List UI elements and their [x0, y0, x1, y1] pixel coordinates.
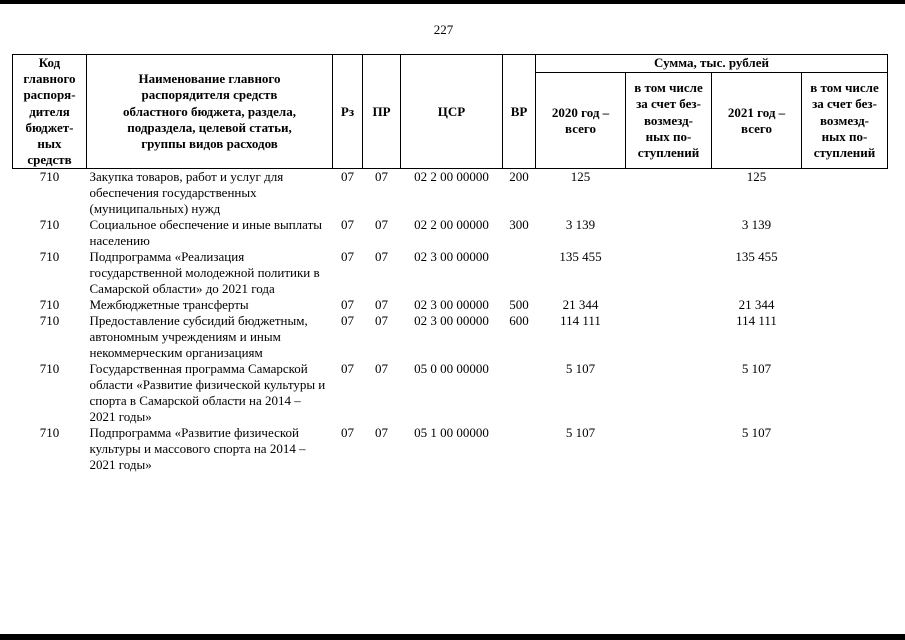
- budget-table: [12, 54, 888, 473]
- row-rz: 07: [341, 313, 354, 329]
- row-2021-total: 21 344: [738, 297, 775, 313]
- header-csr: ЦСР: [401, 55, 503, 169]
- row-vr: 600: [509, 313, 529, 329]
- row-vr: 300: [509, 217, 529, 233]
- row-code: 710: [39, 249, 60, 265]
- header-code: Код главного распоря-дителя бюджет-ных средств: [13, 55, 87, 169]
- row-2020-free: [626, 297, 712, 313]
- top-border: [0, 0, 905, 4]
- row-2020-total: 3 139: [565, 217, 596, 233]
- table-row: [13, 217, 888, 249]
- row-rz: 07: [341, 361, 354, 377]
- row-2021-free: [802, 249, 888, 297]
- header-sum: Сумма, тыс. рублей: [536, 55, 888, 73]
- row-2020-total: 125: [570, 169, 591, 185]
- row-2020-free: [626, 361, 712, 425]
- row-rz: 07: [341, 297, 354, 313]
- row-2020-total: 114 111: [560, 313, 601, 329]
- row-2021-free: [802, 169, 888, 218]
- header-pr: ПР: [363, 55, 401, 169]
- row-csr: 05 0 00 00000: [414, 361, 489, 377]
- row-2020-total: 21 344: [562, 297, 599, 313]
- row-2020-free: [626, 313, 712, 361]
- row-vr: [503, 361, 536, 425]
- header-2021-free: в том числе за счет без-возмезд-ных по-ступлений: [802, 73, 888, 169]
- row-code: 710: [39, 169, 60, 185]
- row-name: Социальное обеспечение и иные выплаты населению: [89, 217, 323, 249]
- row-2021-total: 125: [746, 169, 767, 185]
- row-code: 710: [39, 425, 60, 441]
- row-2020-total: 135 455: [559, 249, 602, 265]
- row-name: Закупка товаров, работ и услуг для обеспечения государственных (муниципальных) нужд: [89, 169, 284, 217]
- row-csr: 02 3 00 00000: [414, 297, 489, 313]
- row-csr: 02 3 00 00000: [414, 249, 489, 265]
- table-row: [13, 249, 888, 297]
- header-2021-total: 2021 год – всего: [712, 73, 802, 169]
- row-2020-total: 5 107: [565, 425, 596, 441]
- row-pr: 07: [375, 169, 388, 185]
- row-vr: 500: [509, 297, 529, 313]
- row-2021-free: [802, 217, 888, 249]
- row-code: 710: [39, 217, 60, 233]
- row-2020-free: [626, 217, 712, 249]
- row-pr: 07: [375, 249, 388, 265]
- row-name: Подпрограмма «Развитие физической культуры и массового спорта на 2014 – 2021 годы»: [89, 425, 306, 473]
- row-rz: 07: [341, 169, 354, 185]
- page-number: 227: [433, 22, 454, 37]
- table-row: [13, 361, 888, 425]
- row-csr: 02 2 00 00000: [414, 169, 489, 185]
- table-row: [13, 313, 888, 361]
- row-vr: [503, 249, 536, 297]
- row-2021-free: [802, 313, 888, 361]
- row-pr: 07: [375, 297, 388, 313]
- row-pr: 07: [375, 217, 388, 233]
- row-csr: 02 2 00 00000: [414, 217, 489, 233]
- row-2021-total: 5 107: [741, 425, 772, 441]
- header-vr: ВР: [503, 55, 536, 169]
- header-2020-free: в том числе за счет без-возмезд-ных по-ступлений: [626, 73, 712, 169]
- header-name: Наименование главного распорядителя средств областного бюджета, раздела, подраздела, целевой статьи, группы видов расходов: [87, 55, 333, 169]
- row-rz: 07: [341, 217, 354, 233]
- row-2021-free: [802, 361, 888, 425]
- row-2020-free: [626, 249, 712, 297]
- row-2020-free: [626, 169, 712, 218]
- row-name: Межбюджетные трансферты: [89, 297, 249, 313]
- row-code: 710: [39, 297, 60, 313]
- row-2021-total: 114 111: [736, 313, 777, 329]
- row-2021-total: 3 139: [741, 217, 772, 233]
- header-2020-total: 2020 год – всего: [536, 73, 626, 169]
- row-name: Предоставление субсидий бюджетным, автономным учреждениям и иным некоммерческим организациям: [89, 313, 308, 361]
- row-rz: 07: [341, 425, 354, 441]
- row-pr: 07: [375, 361, 388, 377]
- row-2020-total: 5 107: [565, 361, 596, 377]
- row-rz: 07: [341, 249, 354, 265]
- bottom-border: [0, 634, 905, 640]
- row-vr: 200: [509, 169, 529, 185]
- row-2020-free: [626, 425, 712, 473]
- row-name: Государственная программа Самарской области «Развитие физической культуры и спорта в Самарской области на 2014 – 2021 годы»: [89, 361, 326, 425]
- row-csr: 05 1 00 00000: [414, 425, 489, 441]
- row-csr: 02 3 00 00000: [414, 313, 489, 329]
- row-pr: 07: [375, 313, 388, 329]
- row-vr: [503, 425, 536, 473]
- row-name: Подпрограмма «Реализация государственной молодежной политики в Самарской области» до 2021 года: [89, 249, 320, 297]
- row-pr: 07: [375, 425, 388, 441]
- row-2021-total: 135 455: [735, 249, 778, 265]
- row-code: 710: [39, 361, 60, 377]
- table-row: [13, 425, 888, 473]
- row-code: 710: [39, 313, 60, 329]
- header-rz: Рз: [333, 55, 363, 169]
- table-row: [13, 169, 888, 218]
- row-2021-free: [802, 297, 888, 313]
- table-row: [13, 297, 888, 313]
- row-2021-free: [802, 425, 888, 473]
- row-2021-total: 5 107: [741, 361, 772, 377]
